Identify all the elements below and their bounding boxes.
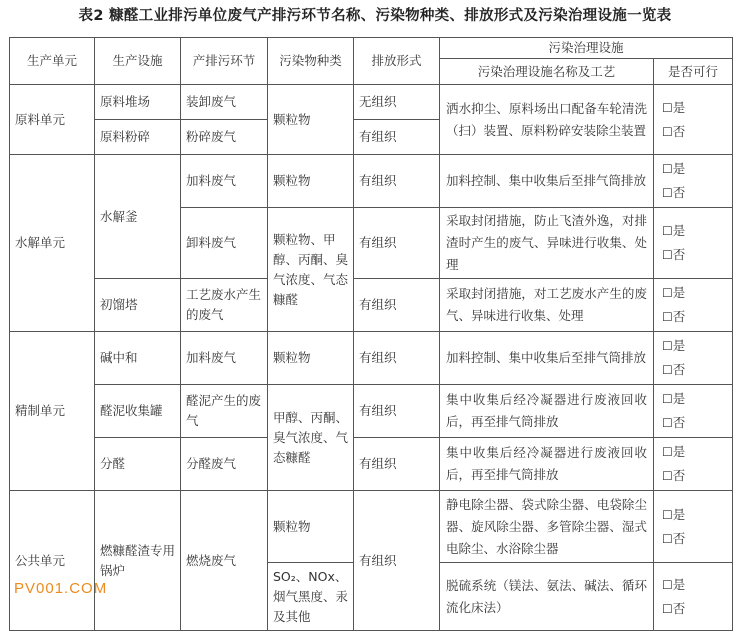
checkbox-yes[interactable] — [662, 157, 724, 181]
checkbox-no[interactable] — [662, 181, 724, 205]
feasible-cell — [654, 155, 733, 208]
checkbox-no[interactable] — [662, 464, 724, 488]
pollutant-cell: 颗粒物 — [268, 155, 354, 208]
checkbox-no-label: 否 — [672, 362, 686, 377]
checkbox-icon: ☐ — [662, 124, 673, 139]
checkbox-no[interactable] — [662, 305, 724, 329]
checkbox-no[interactable] — [662, 527, 724, 551]
feasible-cell — [654, 279, 733, 332]
table-row — [10, 491, 733, 563]
facility-cell: 原料粉碎 — [95, 120, 181, 155]
table-title: 表2 糠醛工业排污单位废气产排污环节名称、污染物种类、排放形式及污染治理设施一览表 — [78, 8, 672, 24]
header-treatment-group: 污染治理设施 — [440, 38, 733, 59]
feasible-cell — [654, 332, 733, 385]
checkbox-icon: ☐ — [662, 186, 673, 200]
checkbox-yes[interactable] — [662, 387, 724, 411]
checkbox-no-label: 否 — [672, 309, 686, 324]
facility-cell: 醛泥收集罐 — [95, 385, 181, 438]
checkbox-icon: ☐ — [662, 601, 673, 616]
checkbox-no-label: 否 — [672, 415, 686, 430]
treatment-cell: 采取封闭措施，对工艺废水产生的废气、异味进行收集、处理 — [440, 279, 654, 332]
emission-cell: 有组织 — [354, 491, 440, 631]
link-cell: 装卸废气 — [181, 85, 268, 120]
checkbox-yes-label: 是 — [672, 576, 686, 592]
checkbox-yes-label: 是 — [672, 99, 686, 115]
checkbox-icon: ☐ — [662, 339, 673, 353]
checkbox-no-label: 否 — [672, 468, 686, 483]
checkbox-yes-label: 是 — [672, 391, 686, 406]
checkbox-yes[interactable] — [662, 96, 724, 120]
table-row — [10, 85, 733, 120]
header-unit: 生产单元 — [10, 38, 95, 85]
link-cell: 工艺废水产生的废气 — [181, 279, 268, 332]
link-cell: 卸料废气 — [181, 208, 268, 279]
checkbox-icon: ☐ — [662, 162, 673, 176]
facility-cell: 分醛 — [95, 438, 181, 491]
checkbox-yes[interactable] — [662, 281, 724, 305]
checkbox-icon: ☐ — [662, 469, 673, 483]
treatment-cell: 集中收集后经冷凝器进行废液回收后，再至排气筒排放 — [440, 385, 654, 438]
checkbox-yes[interactable] — [662, 440, 724, 464]
checkbox-yes-label: 是 — [672, 285, 686, 300]
checkbox-icon: ☐ — [662, 507, 673, 522]
checkbox-no-label: 否 — [672, 247, 686, 262]
feasible-cell — [654, 563, 733, 631]
checkbox-icon: ☐ — [662, 286, 673, 300]
feasible-cell — [654, 491, 733, 563]
checkbox-no-label: 否 — [672, 185, 686, 200]
checkbox-icon: ☐ — [662, 531, 673, 546]
emission-cell: 有组织 — [354, 120, 440, 155]
unit-cell-refining: 精制单元 — [10, 332, 95, 491]
treatment-cell: 采取封闭措施，防止飞渣外逸，对排渣时产生的废气、异味进行收集、处理 — [440, 208, 654, 279]
checkbox-icon: ☐ — [662, 224, 673, 238]
treatment-cell: 加料控制、集中收集后至排气筒排放 — [440, 155, 654, 208]
checkbox-icon: ☐ — [662, 248, 673, 262]
checkbox-no-label: 否 — [672, 600, 686, 616]
pollutant-cell: 颗粒物 — [268, 85, 354, 155]
treatment-cell: 静电除尘器、袋式除尘器、电袋除尘器、旋风除尘器、多管除尘器、湿式电除尘、水浴除尘器 — [440, 491, 654, 563]
emission-cell: 有组织 — [354, 385, 440, 438]
facility-cell: 燃糠醛渣专用锅炉 — [95, 491, 181, 631]
pollutant-cell: SO₂、NOx、烟气黑度、汞及其他 — [268, 563, 354, 631]
link-cell: 分醛废气 — [181, 438, 268, 491]
treatment-cell: 洒水抑尘、原料场出口配备车轮清洗（扫）装置、原料粉碎安装除尘装置 — [440, 85, 654, 155]
header-emission: 排放形式 — [354, 38, 440, 85]
checkbox-no-label: 否 — [672, 123, 686, 139]
pollutant-cell: 颗粒物 — [268, 332, 354, 385]
checkbox-icon: ☐ — [662, 363, 673, 377]
unit-cell-public: 公共单元 — [10, 491, 95, 631]
unit-cell-hydrolysis: 水解单元 — [10, 155, 95, 332]
checkbox-yes[interactable] — [662, 503, 724, 527]
link-cell: 燃烧废气 — [181, 491, 268, 631]
checkbox-no[interactable] — [662, 358, 724, 382]
emission-table — [9, 37, 733, 631]
treatment-cell: 加料控制、集中收集后至排气筒排放 — [440, 332, 654, 385]
table-row — [10, 438, 733, 491]
checkbox-yes-label: 是 — [672, 444, 686, 459]
table-row — [10, 385, 733, 438]
checkbox-yes-label: 是 — [672, 338, 686, 353]
checkbox-icon: ☐ — [662, 577, 673, 592]
checkbox-no[interactable] — [662, 411, 724, 435]
emission-cell: 有组织 — [354, 155, 440, 208]
facility-cell: 水解釜 — [95, 155, 181, 279]
facility-cell: 碱中和 — [95, 332, 181, 385]
checkbox-icon: ☐ — [662, 445, 673, 459]
table-row — [10, 155, 733, 208]
checkbox-icon: ☐ — [662, 310, 673, 324]
feasible-cell — [654, 385, 733, 438]
pollutant-cell: 颗粒物 — [268, 491, 354, 563]
link-cell: 加料废气 — [181, 155, 268, 208]
checkbox-yes-label: 是 — [672, 223, 686, 238]
checkbox-yes[interactable] — [662, 334, 724, 358]
emission-cell: 无组织 — [354, 85, 440, 120]
link-cell: 醛泥产生的废气 — [181, 385, 268, 438]
facility-cell: 初馏塔 — [95, 279, 181, 332]
unit-cell-raw: 原料单元 — [10, 85, 95, 155]
watermark: PV001.COM — [14, 580, 108, 597]
pollutant-cell: 颗粒物、甲醇、丙酮、臭气浓度、气态糠醛 — [268, 208, 354, 332]
checkbox-yes-label: 是 — [672, 161, 686, 176]
treatment-cell: 脱硫系统（镁法、氨法、碱法、循环流化床法） — [440, 563, 654, 631]
emission-cell: 有组织 — [354, 438, 440, 491]
header-link: 产排污环节 — [181, 38, 268, 85]
feasible-cell — [654, 208, 733, 279]
facility-cell: 原料堆场 — [95, 85, 181, 120]
header-feasible: 是否可行 — [654, 59, 733, 85]
header-treatment-name: 污染治理设施名称及工艺 — [440, 59, 654, 85]
checkbox-icon: ☐ — [662, 416, 673, 430]
table-row — [10, 279, 733, 332]
checkbox-no[interactable] — [662, 120, 724, 144]
checkbox-no[interactable] — [662, 243, 724, 267]
table-row — [10, 332, 733, 385]
feasible-cell — [654, 85, 733, 155]
treatment-cell: 集中收集后经冷凝器进行废液回收后，再至排气筒排放 — [440, 438, 654, 491]
emission-cell: 有组织 — [354, 208, 440, 279]
feasible-cell — [654, 438, 733, 491]
checkbox-yes[interactable] — [662, 573, 724, 597]
header-pollutant: 污染物种类 — [268, 38, 354, 85]
header-facility: 生产设施 — [95, 38, 181, 85]
emission-cell: 有组织 — [354, 332, 440, 385]
emission-cell: 有组织 — [354, 279, 440, 332]
checkbox-icon: ☐ — [662, 100, 673, 115]
link-cell: 粉碎废气 — [181, 120, 268, 155]
link-cell: 加料废气 — [181, 332, 268, 385]
checkbox-no-label: 否 — [672, 530, 686, 546]
pollutant-cell: 甲醇、丙酮、臭气浓度、气态糠醛 — [268, 385, 354, 491]
checkbox-icon: ☐ — [662, 392, 673, 406]
checkbox-yes-label: 是 — [672, 506, 686, 522]
checkbox-yes[interactable] — [662, 219, 724, 243]
